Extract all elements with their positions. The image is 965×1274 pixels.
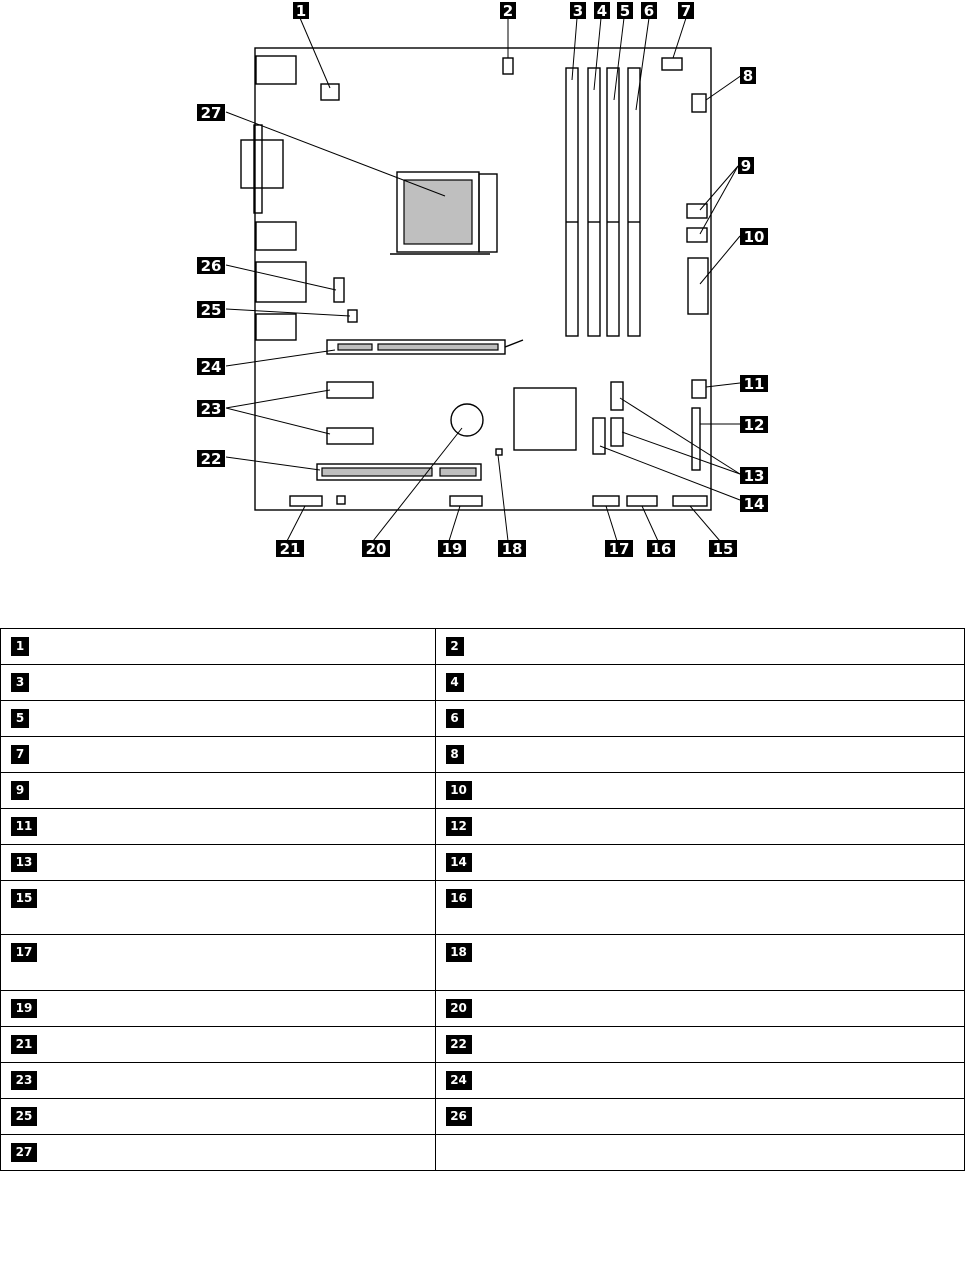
callout-number: 13 [743, 467, 765, 485]
callout-label-12 [740, 416, 768, 434]
legend-row [1, 629, 965, 665]
callout-label-22 [197, 450, 225, 468]
legend-cell [435, 1099, 964, 1135]
legend-cell [1, 1135, 436, 1171]
callout-label-9 [738, 157, 754, 175]
legend-cell [1, 809, 436, 845]
header-right-small [692, 380, 706, 398]
callout-number: 1 [295, 2, 307, 20]
legend-row [1, 701, 965, 737]
callout-label-4 [594, 2, 610, 20]
callout-number: 21 [279, 540, 301, 558]
callout-label-24 [197, 358, 225, 376]
rear-port-ps2 [256, 56, 296, 84]
component-legend [0, 628, 965, 1171]
legend-cell [1, 665, 436, 701]
legend-cell [1, 737, 436, 773]
rear-port-audio [256, 314, 296, 340]
callout-number: 26 [200, 257, 222, 275]
legend-number-badge: 26 [446, 1107, 472, 1126]
callout-number: 23 [200, 400, 222, 418]
callout-number: 7 [680, 2, 692, 20]
callout-label-25 [197, 301, 225, 319]
legend-number-badge: 16 [446, 889, 472, 908]
callout-number: 19 [441, 540, 463, 558]
callout-number: 18 [501, 540, 523, 558]
legend-row [1, 773, 965, 809]
parallel-header [692, 408, 700, 470]
legend-number-badge: 18 [446, 943, 472, 962]
legend-cell [1, 629, 436, 665]
callout-number: 5 [619, 2, 631, 20]
motherboard-diagram [0, 0, 965, 600]
header-bottom-15 [673, 496, 707, 506]
legend-row [1, 935, 965, 991]
legend-cell [1, 991, 436, 1027]
legend-number-badge: 23 [11, 1071, 37, 1090]
legend-cell [435, 773, 964, 809]
legend-cell [435, 737, 964, 773]
legend-number-badge: 20 [446, 999, 472, 1018]
fan-connector-right [692, 94, 706, 112]
callout-label-21 [276, 540, 304, 558]
legend-cell [1, 935, 436, 991]
callout-label-10 [740, 228, 768, 246]
callout-label-15 [709, 540, 737, 558]
callout-number: 20 [365, 540, 387, 558]
main-power-connector [688, 258, 708, 314]
header-bottom-small [337, 496, 345, 504]
callout-number: 22 [200, 450, 222, 468]
pcie-x1-slot-2 [327, 428, 373, 444]
callout-label-1 [293, 2, 309, 20]
legend-row [1, 809, 965, 845]
legend-number-badge: 15 [11, 889, 37, 908]
legend-cell [435, 809, 964, 845]
callout-number: 14 [743, 495, 765, 513]
callout-label-18 [498, 540, 526, 558]
header-top [503, 58, 513, 74]
sata-2 [611, 418, 623, 446]
legend-number-badge: 27 [11, 1143, 37, 1162]
callout-number: 9 [740, 157, 752, 175]
legend-row [1, 991, 965, 1027]
power-connector-b [687, 228, 707, 242]
callout-number: 8 [742, 67, 754, 85]
callout-number: 15 [712, 540, 734, 558]
rear-port-ethernet [256, 262, 306, 302]
legend-cell [435, 629, 964, 665]
callout-number: 10 [743, 228, 765, 246]
legend-number-badge: 25 [11, 1107, 37, 1126]
legend-number-badge: 21 [11, 1035, 37, 1054]
header-bottom-21 [290, 496, 322, 506]
legend-number-badge: 11 [11, 817, 37, 836]
legend-cell [1, 1099, 436, 1135]
callout-number: 4 [596, 2, 608, 20]
callout-label-17 [605, 540, 633, 558]
legend-row [1, 1135, 965, 1171]
legend-cell [435, 701, 964, 737]
callout-label-5 [617, 2, 633, 20]
legend-number-badge: 19 [11, 999, 37, 1018]
jumper [496, 449, 502, 455]
legend-cell [1, 701, 436, 737]
callout-label-16 [647, 540, 675, 558]
legend-row [1, 737, 965, 773]
memory-slots [566, 68, 640, 336]
legend-number-badge: 3 [11, 673, 29, 692]
callout-number: 27 [200, 104, 222, 122]
callout-label-13 [740, 467, 768, 485]
callout-label-2 [500, 2, 516, 20]
leader-lines [226, 18, 742, 541]
callout-label-14 [740, 495, 768, 513]
callout-label-23 [197, 400, 225, 418]
legend-number-badge: 12 [446, 817, 472, 836]
header-bottom-17 [593, 496, 619, 506]
legend-row [1, 1099, 965, 1135]
header-bottom-16 [627, 496, 657, 506]
legend-row [1, 881, 965, 935]
legend-number-badge: 1 [11, 637, 29, 656]
callout-label-27 [197, 104, 225, 122]
board-outline [255, 48, 711, 510]
callout-label-6 [641, 2, 657, 20]
legend-number-badge: 7 [11, 745, 29, 764]
legend-cell [435, 845, 964, 881]
callout-label-26 [197, 257, 225, 275]
power-connector-4pin [321, 84, 339, 100]
legend-number-badge: 6 [446, 709, 464, 728]
callout-number: 16 [650, 540, 672, 558]
sata-1 [611, 382, 623, 410]
callout-number: 3 [572, 2, 584, 20]
legend-cell [1, 1063, 436, 1099]
cpu-lever [479, 174, 497, 252]
legend-cell [435, 881, 964, 935]
header-bottom-19 [450, 496, 482, 506]
legend-cell [435, 1063, 964, 1099]
legend-number-badge: 17 [11, 943, 37, 962]
legend-number-badge: 4 [446, 673, 464, 692]
legend-row [1, 1027, 965, 1063]
legend-cell [1, 773, 436, 809]
legend-number-badge: 8 [446, 745, 464, 764]
legend-number-badge: 14 [446, 853, 472, 872]
cpu-socket-inner [404, 180, 472, 244]
battery [451, 404, 483, 436]
legend-row [1, 665, 965, 701]
callout-label-11 [740, 375, 768, 393]
callout-number: 2 [502, 2, 514, 20]
legend-number-badge: 5 [11, 709, 29, 728]
legend-number-badge: 2 [446, 637, 464, 656]
legend-cell [1, 1027, 436, 1063]
legend-number-badge: 9 [11, 781, 29, 800]
sata-3 [593, 418, 605, 454]
callout-label-8 [740, 67, 756, 85]
legend-cell [435, 991, 964, 1027]
callout-number: 6 [643, 2, 655, 20]
legend-row [1, 1063, 965, 1099]
pcie-x1-slot-1 [327, 382, 373, 398]
header-top-right [662, 58, 682, 70]
legend-cell [435, 1027, 964, 1063]
legend-row [1, 845, 965, 881]
legend-number-badge: 22 [446, 1035, 472, 1054]
rear-port-usb [256, 222, 296, 250]
legend-cell [1, 881, 436, 935]
legend-cell [1, 845, 436, 881]
chipset [514, 388, 576, 450]
legend-number-badge: 10 [446, 781, 472, 800]
legend-number-badge: 24 [446, 1071, 472, 1090]
legend-cell [435, 935, 964, 991]
callout-label-20 [362, 540, 390, 558]
callout-number: 17 [608, 540, 630, 558]
callout-number: 11 [743, 375, 765, 393]
callout-label-7 [678, 2, 694, 20]
callout-number: 12 [743, 416, 765, 434]
callout-number: 25 [200, 301, 222, 319]
legend-cell [435, 665, 964, 701]
callout-label-19 [438, 540, 466, 558]
legend-cell [435, 1135, 964, 1171]
legend-number-badge: 13 [11, 853, 37, 872]
callout-number: 24 [200, 358, 222, 376]
callout-label-3 [570, 2, 586, 20]
